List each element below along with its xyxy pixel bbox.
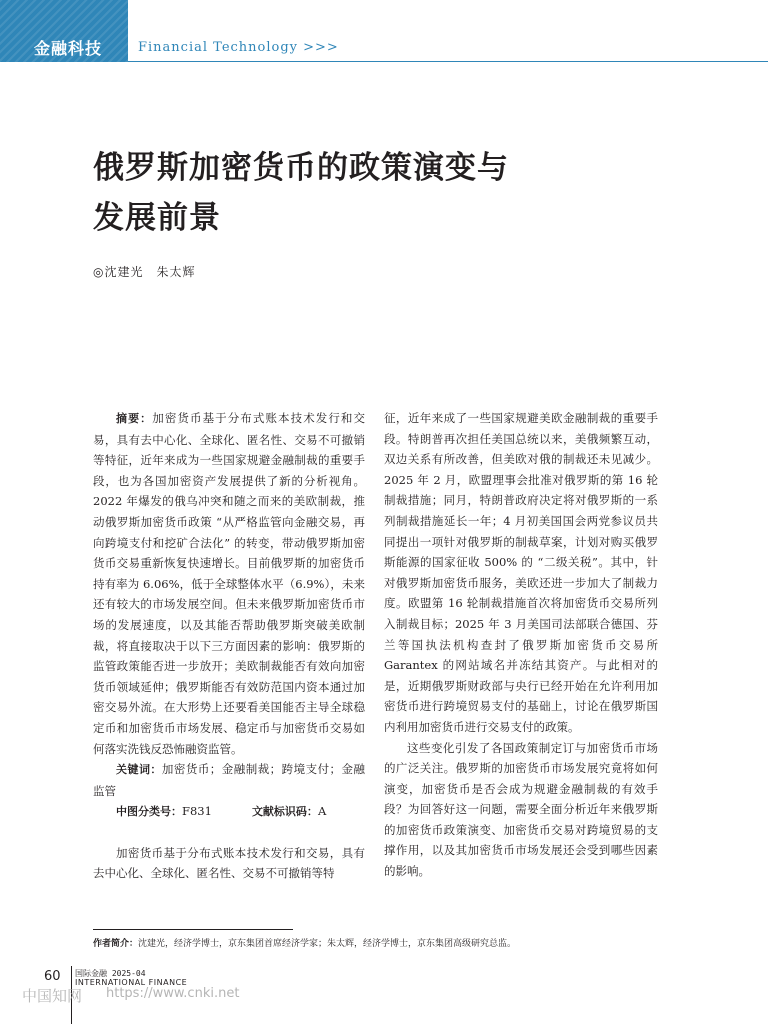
classification (93, 801, 365, 823)
journal-name-english: INTERNATIONAL FINANCE (75, 978, 188, 987)
body-paragraph-right-2: 这些变化引发了各国政策制定订与加密货币市场的广泛关注。俄罗斯的加密货币市场发展究竟将如何演变，加密货币是否会成为规避金融制裁的有效手段？为回答好这一问题，需要全面分析近年来俄罗斯的加密货币政策演变、加密货币交易对跨境贸易的支撑作用，以及其加密货币市场发展还会受到哪些因素的影响。 (384, 740, 658, 879)
right-column (384, 408, 658, 882)
keywords-label: 关键词： (116, 763, 162, 777)
keywords (93, 759, 365, 801)
footnote-text: 沈建光，经济学博士，京东集团首席经济学家；朱太辉，经济学博士，京东集团高级研究总监。 (138, 939, 517, 949)
header-rule (128, 61, 768, 62)
doc-code-value: A (317, 804, 327, 819)
footnote-rule (93, 929, 293, 930)
cnki-url[interactable]: https://www.cnki.net (106, 986, 240, 1001)
section-name-english: Financial Technology >>> (138, 40, 339, 55)
clc-value: F831 (182, 804, 212, 819)
keywords-text: 加密货币；金融制裁；跨境支付；金融监管 (93, 762, 366, 798)
authors: ◎沈建光 朱太辉 (93, 265, 196, 279)
abstract (93, 408, 365, 759)
doc-code-label: 文献标识码： (251, 805, 318, 819)
section-name: 金融科技 (34, 39, 103, 58)
article-title-line-2: 发展前景 (93, 200, 221, 236)
article-title-line-1: 俄罗斯加密货币的政策演变与 (93, 150, 509, 186)
body-paragraph-left: 加密货币基于分布式账本技术发行和交易，具有去中心化、全球化、匿名性、交易不可撤销等特 (93, 845, 365, 881)
author-footnote (93, 936, 516, 949)
abstract-label: 摘要： (116, 412, 153, 425)
clc-label: 中图分类号： (116, 805, 182, 819)
journal-name: 国际金融 2025-04 (75, 969, 146, 978)
body-paragraph-right-1: 征，近年来成了一些国家规避美欧金融制裁的重要手段。特朗普再次担任美国总统以来，美俄频繁互动，双边关系有所改善，但美欧对俄的制裁还未见减少。2025 年 2 月，欧盟理事会批准对俄罗斯的第 16 轮制裁措施；同月，特朗普政府决定将对俄罗斯的一系列制裁措施延长一年；4 月初美国国会两党参议员共同提出一项针对俄罗斯的制裁草案，计划对购买俄罗斯能源的国家征收 500% 的 “二级关税”。其中，针对俄罗斯加密货币服务，美欧还进一步加大了制裁力度。欧盟第 16 轮制裁措施首次将加密货币交易所列入制裁目标；2025 年 3 月美国司法部联合德国、芬兰等国执法机构查封了俄罗斯加密货币交易所 Garantex 的网站域名并冻结其资产。与此相对的是，近期俄罗斯财政部与央行已经开始在允许利用加密货币进行跨境贸易支付的基础上，讨论在俄罗斯国内利用加密货币进行交易支付的政策。 (384, 411, 658, 734)
left-column (93, 408, 365, 884)
abstract-text: 加密货币基于分布式账本技术发行和交易，具有去中心化、全球化、匿名性、交易不可撤销等特征，近年来成为一些国家规避金融制裁的重要手段，也为各国加密资产发展提供了新的分析视角。2022 年爆发的俄乌冲突和随之而来的美欧制裁，推动俄罗斯加密货币政策 “从严格监管向金融交易，再向跨境支付和挖矿合法化” 的转变，带动俄罗斯加密货币交易重新恢复快速增长。目前俄罗斯的加密货币持有率为 6.06%，低于全球整体水平（6.9%），未来还有较大的市场发展空间。但未来俄罗斯加密货币市场的发展速度，以及其能否帮助俄罗斯突破美欧制裁，将直接取决于以下三方面因素的影响：俄罗斯的监管政策能否进一步放开；美欧制裁能否有效向加密货币领域延伸；俄罗斯能否有效防范国内资本通过加密交易外流。在大形势上还要看美国能否主导全球稳定币和加密货币市场发展、稳定币与加密货币交易如何落实洗钱反恐怖融资监管。 (93, 411, 366, 756)
footnote-label: 作者简介： (93, 939, 139, 949)
page-number: 60 (44, 969, 61, 984)
cnki-watermark: 中国知网 (22, 987, 83, 1005)
